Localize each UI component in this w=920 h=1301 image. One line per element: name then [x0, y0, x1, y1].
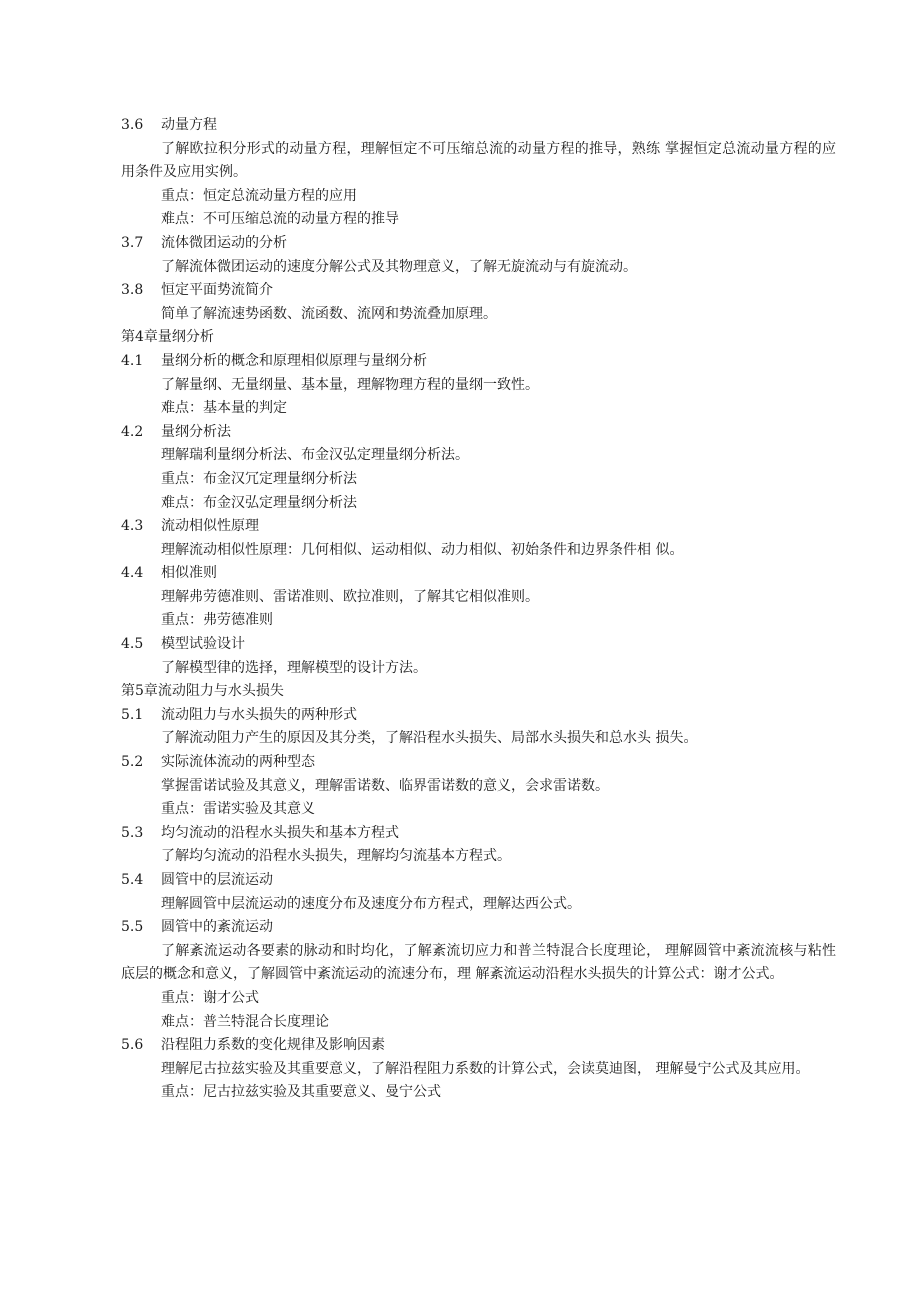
text-line: 了解均匀流动的沿程水头损失，理解均匀流基本方程式。	[161, 848, 511, 865]
text-line: 理解圆管中层流运动的速度分布及速度分布方程式，理解达西公式。	[161, 895, 581, 912]
text-line: 重点：谢才公式	[161, 989, 259, 1006]
section-number: 3.6	[121, 117, 144, 133]
paragraph: 了解欧拉积分形式的动量方程，理解恒定不可压缩总流的动量方程的推导，熟练 掌握恒定总流动量方程的应用条件及应用实例。	[121, 140, 836, 181]
section-number: 5.2	[121, 754, 144, 771]
section-title: 圆管中的紊流运动	[161, 919, 273, 936]
section-title: 沿程阻力系数的变化规律及影响因素	[161, 1037, 385, 1054]
section-heading	[121, 822, 836, 846]
section-number: 4.5	[121, 636, 144, 653]
text-line: 重点：弗劳德准则	[161, 612, 273, 629]
chapter-heading: 第5章流动阻力与水头损失	[121, 683, 284, 700]
document-body	[121, 114, 836, 1105]
section-title: 相似准则	[161, 565, 217, 582]
text-line: 重点：恒定总流动量方程的应用	[161, 187, 357, 204]
section-title: 恒定平面势流简介	[161, 282, 273, 299]
text-line: 理解瑞利量纲分析法、布金汉弘定理量纲分析法。	[161, 447, 469, 464]
section-number: 3.8	[121, 282, 144, 299]
section-title: 流动阻力与水头损失的两种形式	[161, 706, 357, 723]
section-number: 4.4	[121, 565, 144, 582]
section-title: 量纲分析的概念和原理相似原理与量纲分析	[161, 352, 427, 369]
section-title: 量纲分析法	[161, 423, 231, 440]
section-heading	[121, 421, 836, 445]
text-line: 了解模型律的选择，理解模型的设计方法。	[161, 659, 427, 676]
text-line: 难点：布金汉弘定理量纲分析法	[161, 494, 357, 511]
text-line: 理解流动相似性原理：几何相似、运动相似、动力相似、初始条件和边界条件相 似。	[161, 541, 684, 558]
section-number: 5.6	[121, 1037, 144, 1054]
text-line: 掌握雷诺试验及其意义，理解雷诺数、临界雷诺数的意义，会求雷诺数。	[161, 777, 609, 794]
text-line: 了解量纲、无量纲量、基本量，理解物理方程的量纲一致性。	[161, 376, 539, 393]
section-heading	[121, 114, 836, 138]
text-line: 了解流体微团运动的速度分解公式及其物理意义，了解无旋流动与有旋流动。	[161, 258, 637, 275]
section-title: 模型试验设计	[161, 636, 245, 653]
section-title: 均匀流动的沿程水头损失和基本方程式	[161, 824, 399, 841]
section-heading	[121, 633, 836, 657]
section-heading	[121, 562, 836, 586]
section-title: 实际流体流动的两种型态	[161, 754, 315, 771]
text-line: 重点：雷诺实验及其意义	[161, 801, 315, 818]
section-number: 5.1	[121, 706, 144, 723]
section-heading	[121, 916, 836, 940]
section-heading	[121, 232, 836, 256]
section-heading	[121, 1034, 836, 1058]
section-title: 圆管中的层流运动	[161, 872, 273, 888]
paragraph: 理解尼古拉兹实验及其重要意义，了解沿程阻力系数的计算公式，会读莫迪图， 理解曼宁公式及其应用。	[161, 1060, 810, 1077]
section-heading	[121, 350, 836, 374]
section-number: 4.3	[121, 518, 144, 535]
section-number: 4.1	[121, 352, 144, 369]
section-heading	[121, 515, 836, 539]
section-number: 4.2	[121, 423, 144, 440]
paragraph: 了解紊流运动各要素的脉动和时均化，了解紊流切应力和普兰特混合长度理论， 理解圆管中紊流流核与粘性底层的概念和意义，了解圆管中紊流运动的流速分布，理 解紊流运动沿程水头损失的计算公式：谢才公式。	[121, 942, 836, 983]
text-line: 了解流动阻力产生的原因及其分类，了解沿程水头损失、局部水头损失和总水头 损失。	[161, 730, 698, 747]
section-number: 3.7	[121, 234, 144, 251]
section-title: 流体微团运动的分析	[161, 234, 287, 251]
text-line: 简单了解流速势函数、流函数、流网和势流叠加原理。	[161, 305, 497, 322]
text-line: 理解弗劳德准则、雷诺准则、欧拉准则，了解其它相似准则。	[161, 588, 539, 605]
section-heading	[121, 279, 836, 303]
text-line: 重点：尼古拉兹实验及其重要意义、曼宁公式	[161, 1084, 441, 1101]
section-heading	[121, 704, 836, 728]
text-line: 难点：普兰特混合长度理论	[161, 1013, 329, 1030]
section-number: 5.4	[121, 872, 144, 888]
section-number: 5.3	[121, 824, 144, 841]
text-line: 难点：基本量的判定	[161, 400, 287, 417]
section-title: 动量方程	[161, 117, 217, 133]
chapter-heading: 第4章量纲分析	[121, 329, 214, 346]
text-line: 难点：不可压缩总流的动量方程的推导	[161, 211, 399, 228]
section-heading	[121, 751, 836, 775]
section-number: 5.5	[121, 919, 144, 936]
text-line: 重点：布金汉冗定理量纲分析法	[161, 470, 357, 487]
section-title: 流动相似性原理	[161, 518, 259, 535]
section-heading	[121, 869, 836, 893]
